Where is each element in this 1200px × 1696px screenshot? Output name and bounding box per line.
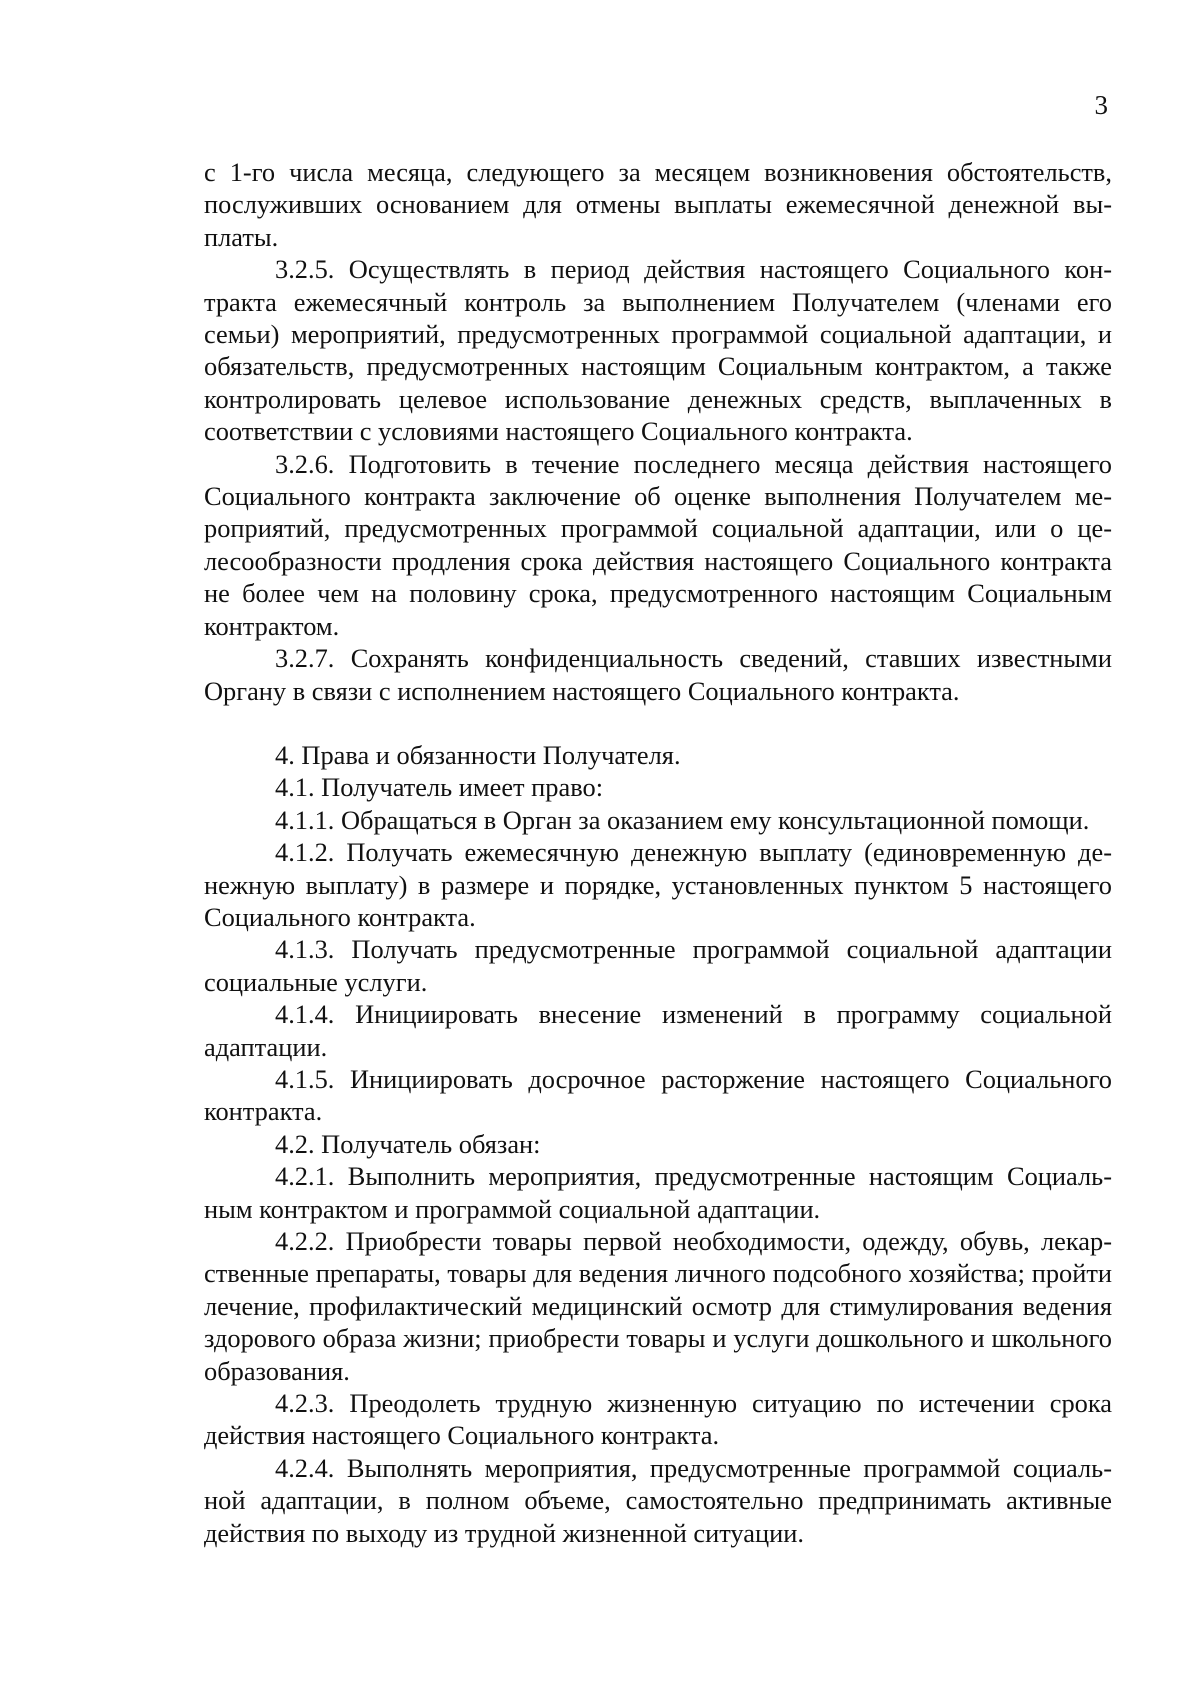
paragraph: 3.2.5. Осуществлять в период действия настоящего Социального контракта ежемесячный контроль за выполнением Получателем (членами его семьи) мероприятий, предусмотренных программой социальной адаптации, и обязательств, предусмотренных настоящим Социальным контрактом, а также контролировать целевое использование денежных средств, выплаченных в соответствии с условиями настоящего Социального контракта. [204,254,1112,447]
subsection-heading: 4.1. Получатель имеет право: [275,772,604,803]
paragraph: 4.1.1. Обращаться в Орган за оказанием ему консультационной помощи. [275,804,1090,835]
page-number: 3 [1094,90,1108,120]
section-heading: 4. Права и обязанности Получателя. [275,739,681,770]
paragraph: 4.2.4. Выполнять мероприятия, предусмотренные программой социальной адаптации, в полном объеме, самостоятельно предпринимать активные действия по выходу из трудной жизненной ситуации. [204,1452,1112,1548]
paragraph: 4.1.3. Получать предусмотренные программой социальной адаптации социальные услуги. [204,934,1112,997]
document-body [204,156,1112,1549]
paragraph: 4.1.5. Инициировать досрочное расторжение настоящего Социального контракта. [204,1063,1112,1127]
paragraph: 4.1.2. Получать ежемесячную денежную выплату (единовременную денежную выплату) в размере и порядке, установленных пунктом 5 настоящего Социального контракта. [204,837,1112,932]
paragraph: 4.1.4. Инициировать внесение изменений в программу социальной адаптации. [204,999,1112,1062]
paragraph: 3.2.7. Сохранять конфиденциальность сведений, ставших известными Органу в связи с исполнением настоящего Социального контракта. [204,643,1112,706]
paragraph: 4.2.1. Выполнить мероприятия, предусмотренные настоящим Социальным контрактом и программой социальной адаптации. [204,1161,1112,1224]
paragraph: с 1-го числа месяца, следующего за месяцем возникновения обстоятельств, послуживших основанием для отмены выплаты ежемесячной денежной выплаты. [204,157,1112,252]
paragraph: 4.2.3. Преодолеть трудную жизненную ситуацию по истечении срока действия настоящего Социального контракта. [204,1388,1112,1451]
paragraph: 3.2.6. Подготовить в течение последнего месяца действия настоящего Социального контракта заключение об оценке выполнения Получателем мероприятий, предусмотренных программой социальной адаптации, или о целесообразности продления срока действия настоящего Социального контракта не более чем на половину срока, предусмотренного настоящим Социальным контрактом. [204,448,1112,641]
subsection-heading: 4.2. Получатель обязан: [275,1128,541,1159]
paragraph: 4.2.2. Приобрести товары первой необходимости, одежду, обувь, лекарственные препараты, товары для ведения личного подсобного хозяйства; пройти лечение, профилактический медицинский осмотр для стимулирования ведения здорового образа жизни; приобрести товары и услуги дошкольного и школьного образования. [204,1226,1112,1386]
